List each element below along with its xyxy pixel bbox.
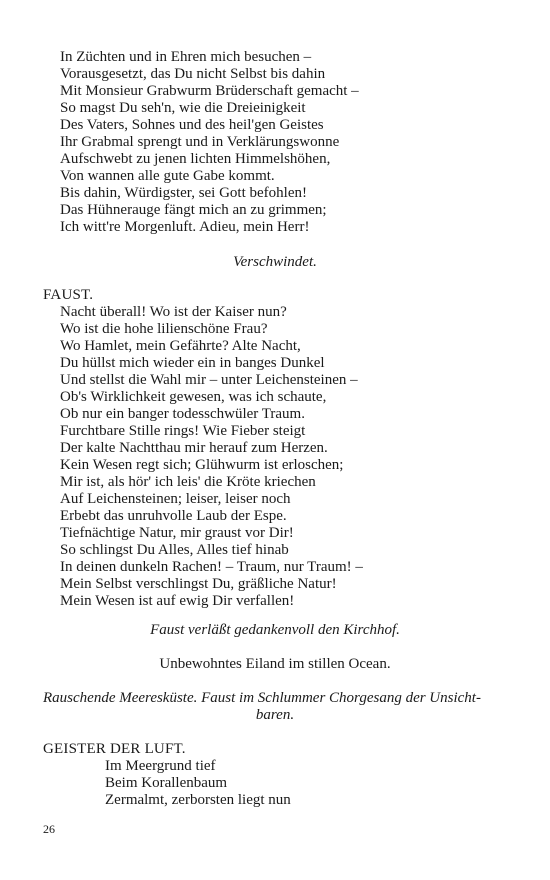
page-number: 26 (43, 822, 55, 836)
verse-line: Mir ist, als hör' ich leis' die Kröte kriechen (60, 474, 316, 490)
verse-line: Des Vaters, Sohnes und des heil'gen Geistes (60, 117, 324, 133)
verse-line: Beim Korallenbaum (105, 775, 228, 791)
speaker-faust: FAUST. (43, 287, 94, 303)
verse-line: Wo Hamlet, mein Gefährte? Alte Nacht, (60, 338, 301, 354)
verse-line: Bis dahin, Würdigster, sei Gott befohlen! (60, 185, 307, 201)
verse-line: Ihr Grabmal sprengt und in Verklärungswonne (60, 134, 340, 150)
verse-line: Ob's Wirklichkeit gewesen, was ich schaute, (60, 389, 327, 405)
geister-verses (0, 758, 550, 809)
verse-line: Ob nur ein banger todesschwüler Traum. (60, 406, 305, 422)
verse-line: Und stellst die Wahl mir – unter Leichensteinen – (60, 372, 358, 388)
verse-line: Von wannen alle gute Gabe kommt. (60, 168, 275, 184)
verse-line: Im Meergrund tief (105, 758, 216, 774)
verse-line: In deinen dunkeln Rachen! – Traum, nur Traum! – (60, 559, 363, 575)
verse-line: Mein Wesen ist auf ewig Dir verfallen! (60, 593, 295, 609)
verse-line: So schlingst Du Alles, Alles tief hinab (60, 542, 289, 558)
verse-line: In Züchten und in Ehren mich besuchen – (60, 49, 312, 65)
verse-line: Das Hühnerauge fängt mich an zu grimmen; (60, 202, 327, 218)
verse-line: Furchtbare Stille rings! Wie Fieber steigt (60, 423, 306, 439)
stage-direction: Rauschende Meeresküste. Faust im Schlummer Chorgesang der Unsicht- (43, 690, 481, 706)
stage-direction: Verschwindet. (233, 254, 317, 270)
stage-direction: Faust verläßt gedankenvoll den Kirchhof. (150, 622, 400, 638)
verse-line: Der kalte Nachtthau mir herauf zum Herzen. (60, 440, 328, 456)
faust-verses (0, 304, 550, 610)
verse-line: Erbebt das unruhvolle Laub der Espe. (60, 508, 287, 524)
verse-line: Zermalmt, zerborsten liegt nun (105, 792, 291, 808)
opening-verses (0, 49, 550, 236)
verse-line: Ich witt're Morgenluft. Adieu, mein Herr! (60, 219, 310, 235)
verse-line: Tiefnächtige Natur, mir graust vor Dir! (60, 525, 294, 541)
verse-line: Nacht überall! Wo ist der Kaiser nun? (60, 304, 287, 320)
scene-heading: Unbewohntes Eiland im stillen Ocean. (159, 656, 391, 672)
verse-line: Mein Selbst verschlingst Du, gräßliche Natur! (60, 576, 337, 592)
verse-line: So magst Du seh'n, wie die Dreieinigkeit (60, 100, 306, 116)
verse-line: Auf Leichensteinen; leiser, leiser noch (60, 491, 291, 507)
verse-line: Mit Monsieur Grabwurm Brüderschaft gemacht – (60, 83, 359, 99)
speaker-geister: GEISTER DER LUFT. (43, 741, 186, 757)
verse-line: Aufschwebt zu jenen lichten Himmelshöhen, (60, 151, 331, 167)
stage-direction: baren. (255, 707, 295, 723)
verse-line: Vorausgesetzt, das Du nicht Selbst bis dahin (60, 66, 326, 82)
verse-line: Du hüllst mich wieder ein in banges Dunkel (60, 355, 325, 371)
verse-line: Wo ist die hohe lilienschöne Frau? (60, 321, 268, 337)
verse-line: Kein Wesen regt sich; Glühwurm ist erloschen; (60, 457, 344, 473)
